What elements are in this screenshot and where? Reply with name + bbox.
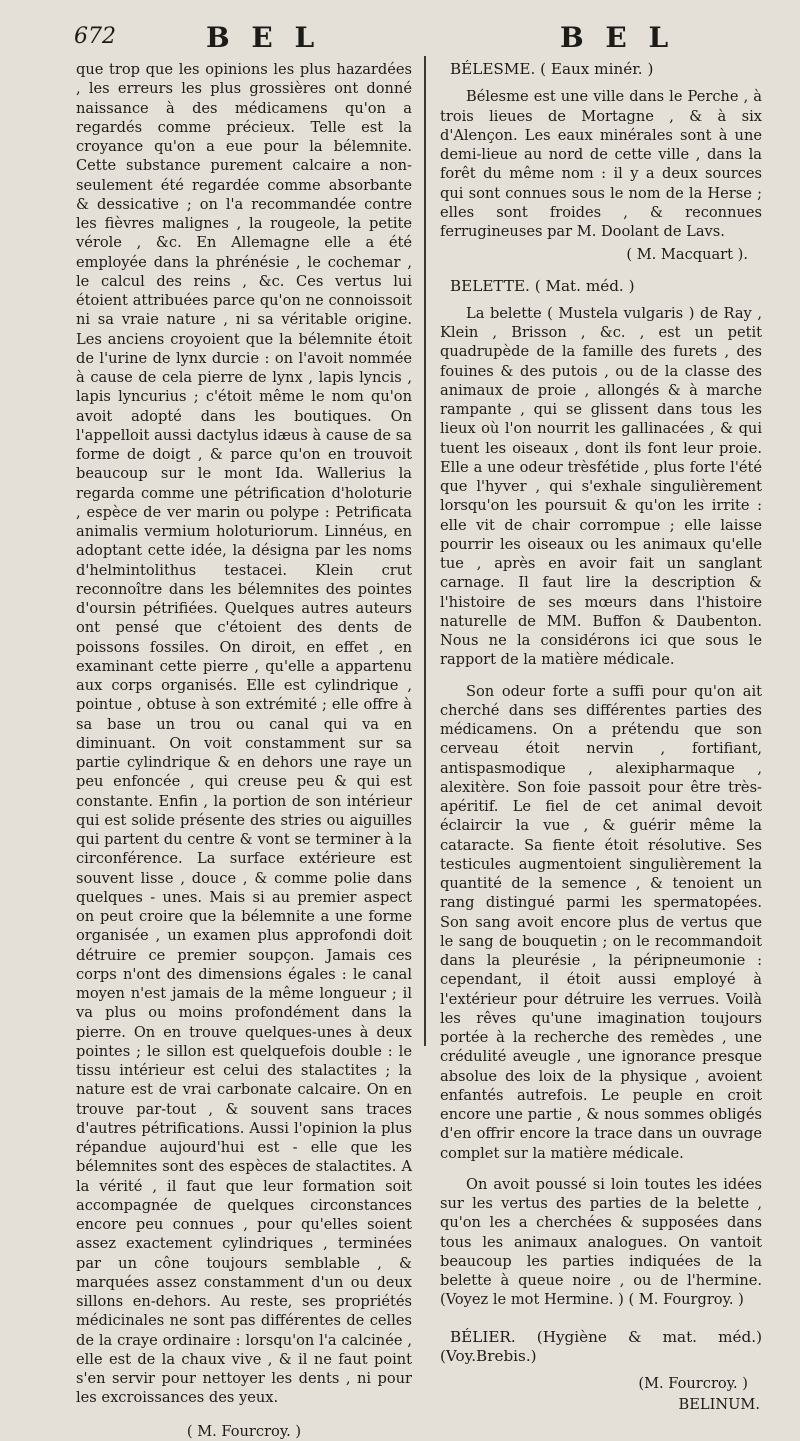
catchword: BELINUM. (678, 1396, 760, 1414)
belette-paragraph-1: La belette ( Mustela vulgaris ) de Ray , Klein , Brisson , &c. , est un petit quadrupède de la famille des furets , des fouines & des putois , ou de la classe des animaux de proie , allongés & à marche rampante , qui se glissent dans tous les lieux où l'on nourrit les gallinacées , & qui tuent les oiseaux , dont ils font leur proie. Elle a une odeur trèsfétide , plus forte l'été que l'hyver , qui s'exhale singulièrement lorsqu'on les poursuit & qu'on les irrite : elle vit de chair corrompue ; elle laisse pourrir les oiseaux ou les animaux qu'elle tue , après en avoir fait un sanglant carnage. Il faut lire la description & l'histoire de ses mœurs dans l'histoire naturelle de MM. Buffon & Daubenton. Nous ne la considérons ici que sous le rapport de la matière médicale. (440, 304, 762, 669)
fourcroy-signature: ( M. Fourcroy. ) (186, 1422, 302, 1440)
belesme-heading: BÉLESME. ( Eaux minér. ) (450, 60, 654, 78)
column-divider (424, 56, 426, 1046)
belemnite-paragraph: que trop que les opinions les plus hazardées , les erreurs les plus grossières ont donné naissance à des médicamens qu'on a regardés comme précieux. Telle est la croyance qu'on a eue pour la bélemnite. Cette substance purement calcaire a non-seulement été regardée comme absorbante & dessicative ; on l'a recommandée contre les fièvres malignes , la rougeole, la petite vérole , &c. En Allemagne elle a été employée dans la phrénésie , le cochemar , le calcul des reins , &c. Ces vertus lui étoient attribuées parce qu'on ne connoissoit ni sa vraie nature , ni sa véritable origine. Les anciens croyoient que la bélemnite étoit de l'urine de lynx durcie : on l'avoit nommée à cause de cela pierre de lynx , lapis lyncis , lapis lyncurius ; c'étoit même le nom qu'on avoit adopté dans les boutiques. On l'appelloit aussi dactylus idæus à cause de sa forme de doigt , & parce qu'on en trouvoit beaucoup sur le mont Ida. Wallerius la regarda comme une pétrification d'holoturie , espèce de ver marin ou polype : Petrificata animalis vermium holoturiorum. Linnéus, en adoptant cette idée, la désigna par les noms d'helmintolithus testacei. Klein crut reconnoître dans les bélemnites des pointes d'oursin pétrifiées. Quelques autres auteurs ont pensé que c'étoient des dents de poissons fossiles. On diroit, en effet , en examinant cette pierre , qu'elle a appartenu aux corps organisés. Elle est cylindrique , pointue , obtuse à son extrémité ; elle offre à sa base un trou ou canal qui va en diminuant. On voit constamment sur sa partie cylindrique & en dehors une raye un peu enfoncée , qui creuse peu & qui est constante. Enfin , la portion de son intérieur qui est solide présente des stries ou aiguilles qui partent du centre & vont se terminer à la circonférence. La surface extérieure est souvent lisse , douce , & comme polie dans quelques - unes. Mais si au premier aspect on peut croire que la bélemnite a une forme organisée , un examen plus approfondi doit détruire ce premier soupçon. Jamais ces corps n'ont des dimensions égales : le canal moyen n'est jamais de la même longueur ; il va plus ou moins profondément dans la pierre. On en trouve quelques-unes à deux pointes ; le sillon est quelquefois double : le tissu intérieur est celui des stalactites ; la nature est de vrai carbonate calcaire. On en trouve par-tout , & souvent sans traces d'autres pétrifications. Aussi l'opinion la plus répandue aujourd'hui est - elle que les bélemnites sont des espèces de stalactites. A la vérité , il faut que leur formation soit accompagnée de quelques circonstances encore peu connues , pour qu'elles soient assez exactement cylindriques , terminées par un cône toujours semblable , & marquées assez constamment d'un ou deux sillons en-dehors. Au reste, ses propriétés médicinales ne sont pas différentes de celles de la craye ordinaire : lorsqu'on l'a calcinée , elle est de la chaux vive , & il ne faut point s'en servir pour nettoyer les dents , ni pour les excroissances des yeux. (76, 61, 412, 1407)
running-header-left: B E L (206, 21, 321, 54)
belette-paragraph-3: On avoit poussé si loin toutes les idées sur les vertus des parties de la belette , qu'on les a cherchées & supposées dans tous les animaux analogues. On vantoit beaucoup les parties indiquées de la belette à queue noire , ou de l'hermine. (Voyez le mot Hermine. ) ( M. Fourgroy. ) (440, 1175, 762, 1309)
page-number: 672 (74, 24, 116, 49)
macquart-signature: ( M. Macquart ). (626, 246, 748, 264)
running-header-right: B E L (560, 21, 675, 54)
right-column (440, 60, 762, 1415)
left-column (76, 60, 412, 1441)
belier-signature: (M. Fourcroy. ) (638, 1375, 748, 1392)
belier-heading: BÉLIER. (Hygiène & mat. méd.) (Voy.Brebis.) (440, 1327, 762, 1365)
belette-paragraph-2: Son odeur forte a suffi pour qu'on ait cherché dans ses différentes parties des médicamens. On a prétendu que son cerveau étoit nervin , fortifiant, antispasmodique , alexipharmaque , alexitère. Son foie passoit pour être très-apéritif. Le fiel de cet animal devoit éclaircir la vue , & guérir même la cataracte. Sa fiente étoit résolutive. Ses testicules augmentoient singulièrement la quantité de la semence , & tenoient un rang distingué parmi les spermatopées. Son sang avoit encore plus de vertus que le sang de bouquetin ; on le recommandoit dans la pleurésie , la péripneumonie : cependant, il étoit aussi employé à l'extérieur pour détruire les verrues. Voilà les rêves qu'une imagination toujours portée à la recherche des remèdes , une crédulité aveugle , une ignorance presque absolue des loix de la physique , avoient enfantés autrefois. Le peuple en croit encore une partie , & nous sommes obligés d'en offrir encore la trace dans un ouvrage complet sur la matière médicale. (440, 682, 762, 1162)
belesme-text: Bélesme est une ville dans le Perche , à trois lieues de Mortagne , & à six d'Alençon. Les eaux minérales sont à une demi-lieue au nord de cette ville , dans la forêt du même nom : il y a deux sources qui sont connues sous le nom de la Herse ; elles sont froides , & reconnues ferrugineuses par M. Doolant de Lavs. (440, 88, 762, 240)
belette-heading: BELETTE. ( Mat. méd. ) (450, 276, 635, 295)
